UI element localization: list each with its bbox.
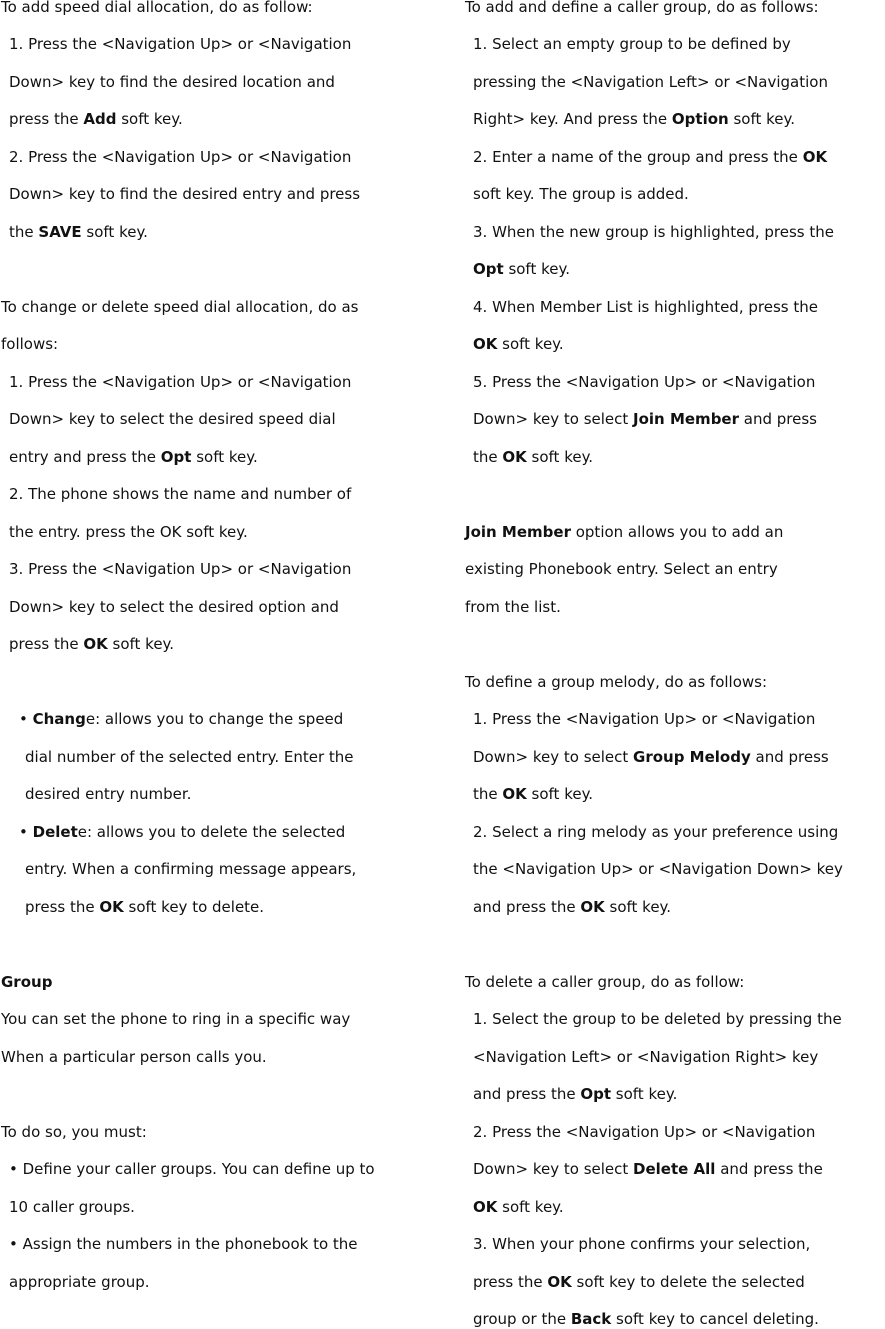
text-run: soft key. [107,635,175,653]
text-run: the <Navigation Up> or <Navigation Down> key [473,860,843,878]
group-requirement-assign-cont [9,1272,150,1292]
speed-dial-change-step-2-cont [9,522,248,542]
text-run: 2. Press the <Navigation Up> or <Navigation [9,148,352,166]
text-run: the [473,448,503,466]
text-run: When a particular person calls you. [1,1048,267,1066]
text-run: the [9,223,39,241]
text-run: Down> key to select [473,1160,634,1178]
bold-term: Delete All [633,1160,716,1178]
bold-term: Opt [160,448,192,466]
text-run: soft key. [611,1085,678,1103]
text-run: To change or delete speed dial allocation, do as [1,298,359,316]
bold-term: OK [502,785,527,803]
text-run: from the list. [465,598,561,616]
text-run: e: allows you to delete the selected [77,823,346,841]
speed-dial-add-step-1-cont [9,109,183,129]
group-intro [1,1009,350,1029]
text-run: 4. When Member List is highlighted, press the [473,298,818,316]
text-run: and press the [473,898,581,916]
text-run: Down> key to find the desired entry and press [9,185,361,203]
bold-term: OK [547,1273,572,1291]
delete-group-step-2 [473,1122,815,1142]
join-member-desc-cont [465,597,561,617]
group-melody-step-1 [473,709,815,729]
group-melody-step-2 [473,822,838,842]
text-run: and press [739,410,817,428]
bold-term: Chang [32,710,86,728]
delete-group-step-3 [473,1234,810,1254]
bold-term: OK [802,148,828,166]
text-run: soft key to delete. [123,898,265,916]
bold-term: Back [570,1310,612,1328]
text-run: press the [473,1273,548,1291]
speed-dial-add-step-2 [9,147,351,167]
text-run: soft key. [526,448,594,466]
text-run: 1. Press the <Navigation Up> or <Navigation [9,373,352,391]
text-run: and press the [473,1085,581,1103]
text-run: and press [750,748,829,766]
bold-term: Add [83,110,117,128]
text-run: Down> key to select [473,748,634,766]
text-run: 3. Press the <Navigation Up> or <Navigation [9,560,352,578]
bold-term: OK [473,335,498,353]
delete-group-step-1-cont [473,1084,677,1104]
text-run: • Assign the numbers in the phonebook to the [9,1235,358,1253]
text-run: press the [9,635,84,653]
text-run: To define a group melody, do as follows: [465,673,768,691]
delete-group-step-3-cont [473,1272,805,1292]
bold-term: Delet [32,823,78,841]
add-group-step-5-cont [473,409,817,429]
speed-dial-change-heading-cont [1,334,58,354]
bold-term: Join Member [633,410,739,428]
text-run: Down> key to select [473,410,634,428]
text-run: 2. Press the <Navigation Up> or <Navigation [473,1123,816,1141]
speed-dial-change-step-2 [9,484,351,504]
text-run: e: allows you to change the speed [85,710,344,728]
text-run: <Navigation Left> or <Navigation Right> key [473,1048,819,1066]
group-melody-step-2-cont [473,897,671,917]
text-run: soft key to cancel deleting. [611,1310,819,1328]
speed-dial-change-step-3-cont [9,597,339,617]
group-melody-step-1-cont [473,747,829,767]
text-run: To add and define a caller group, do as follows: [465,0,819,16]
bold-term: Group Melody [633,748,751,766]
add-group-step-5-cont [473,447,593,467]
add-group-step-4-cont [473,334,564,354]
text-run: 5. Press the <Navigation Up> or <Navigation [473,373,816,391]
bold-term: SAVE [38,223,82,241]
add-group-step-2 [473,147,827,167]
text-run: group or the [473,1310,571,1328]
add-group-step-3-cont [473,259,570,279]
bold-term: Opt [473,260,504,278]
text-run: press the [25,898,100,916]
bold-term: OK [502,448,527,466]
group-melody-heading [465,672,767,692]
text-run: soft key. [497,335,564,353]
text-run: Right> key. And press the [473,110,672,128]
text-run: • [19,710,33,728]
text-run: 2. Select a ring melody as your preference using [473,823,839,841]
speed-dial-add-heading [1,0,313,17]
speed-dial-add-step-1 [9,34,351,54]
speed-dial-change-step-1 [9,372,351,392]
text-run: 10 caller groups. [9,1198,135,1216]
text-run: To add speed dial allocation, do as follow: [1,0,313,16]
text-run: pressing the <Navigation Left> or <Navigation [473,73,828,91]
text-run: Down> key to select the desired option and [9,598,339,616]
bold-term: Join Member [465,523,571,541]
text-run: To delete a caller group, do as follow: [465,973,745,991]
add-group-heading [465,0,819,17]
text-run: Down> key to find the desired location and [9,73,335,91]
bold-term: OK [580,898,605,916]
speed-dial-add-step-2-cont [9,222,148,242]
text-run: appropriate group. [9,1273,150,1291]
add-group-step-2-cont [473,184,689,204]
text-run: desired entry number. [25,785,192,803]
text-run: the [473,785,503,803]
add-group-step-1 [473,34,791,54]
add-group-step-5 [473,372,815,392]
group-melody-step-1-cont [473,784,593,804]
delete-option-desc [25,897,264,917]
bold-term: Group [1,973,53,991]
text-run: 1. Select an empty group to be defined by [473,35,791,53]
text-run: 1. Press the <Navigation Up> or <Navigation [9,35,352,53]
text-run: dial number of the selected entry. Enter the [25,748,354,766]
text-run: soft key. The group is added. [473,185,689,203]
text-run: existing Phonebook entry. Select an entry [465,560,778,578]
join-member-desc [465,522,783,542]
speed-dial-change-step-1-cont [9,447,258,467]
text-run: 2. Enter a name of the group and press the [473,148,803,166]
text-run: • Define your caller groups. You can define up to [9,1160,375,1178]
speed-dial-add-step-1-cont [9,72,335,92]
text-run: soft key. [604,898,672,916]
speed-dial-change-step-3-cont [9,634,174,654]
group-section-title [1,972,52,992]
bold-term: OK [99,898,124,916]
text-run: Down> key to select the desired speed dial [9,410,336,428]
bold-term: Opt [580,1085,612,1103]
text-run: soft key. [526,785,594,803]
text-run: soft key. [728,110,796,128]
text-run: entry and press the [9,448,161,466]
speed-dial-change-heading [1,297,358,317]
add-group-step-3 [473,222,834,242]
delete-option-bullet [19,822,345,842]
change-option-desc [25,747,354,767]
text-run: You can set the phone to ring in a specific way [1,1010,351,1028]
text-run: 1. Press the <Navigation Up> or <Navigation [473,710,816,728]
add-group-step-1-cont [473,72,828,92]
speed-dial-change-step-1-cont [9,409,336,429]
text-run: follows: [1,335,59,353]
join-member-desc-cont [465,559,778,579]
text-run: soft key. [116,110,183,128]
bold-term: OK [473,1198,498,1216]
delete-option-desc [25,859,356,879]
delete-group-step-1 [473,1009,842,1029]
text-run: the entry. press the OK soft key. [9,523,248,541]
delete-group-step-2-cont [473,1197,564,1217]
text-run: press the [9,110,84,128]
group-requirement-define-cont [9,1197,135,1217]
text-run: 3. When the new group is highlighted, press the [473,223,834,241]
change-option-bullet [19,709,343,729]
text-run: 1. Select the group to be deleted by pressing the [473,1010,842,1028]
delete-group-step-2-cont [473,1159,823,1179]
text-run: soft key. [503,260,570,278]
text-run: entry. When a confirming message appears, [25,860,357,878]
text-run: soft key. [497,1198,564,1216]
delete-group-step-3-cont [473,1309,819,1329]
bold-term: OK [83,635,108,653]
change-option-desc [25,784,191,804]
text-run: soft key. [191,448,258,466]
add-group-step-1-cont [473,109,795,129]
add-group-step-4 [473,297,818,317]
text-run: option allows you to add an [570,523,784,541]
text-run: To do so, you must: [1,1123,147,1141]
text-run: 2. The phone shows the name and number of [9,485,352,503]
text-run: soft key to delete the selected [571,1273,805,1291]
group-requirements-heading [1,1122,147,1142]
group-intro-cont [1,1047,267,1067]
speed-dial-change-step-3 [9,559,351,579]
group-requirement-assign [9,1234,358,1254]
group-requirement-define [9,1159,375,1179]
group-melody-step-2-cont [473,859,843,879]
delete-group-heading [465,972,744,992]
text-run: soft key. [81,223,148,241]
speed-dial-add-step-2-cont [9,184,360,204]
text-run: • [19,823,33,841]
delete-group-step-1-cont [473,1047,818,1067]
text-run: and press the [715,1160,823,1178]
text-run: 3. When your phone confirms your selection, [473,1235,811,1253]
bold-term: Option [671,110,729,128]
